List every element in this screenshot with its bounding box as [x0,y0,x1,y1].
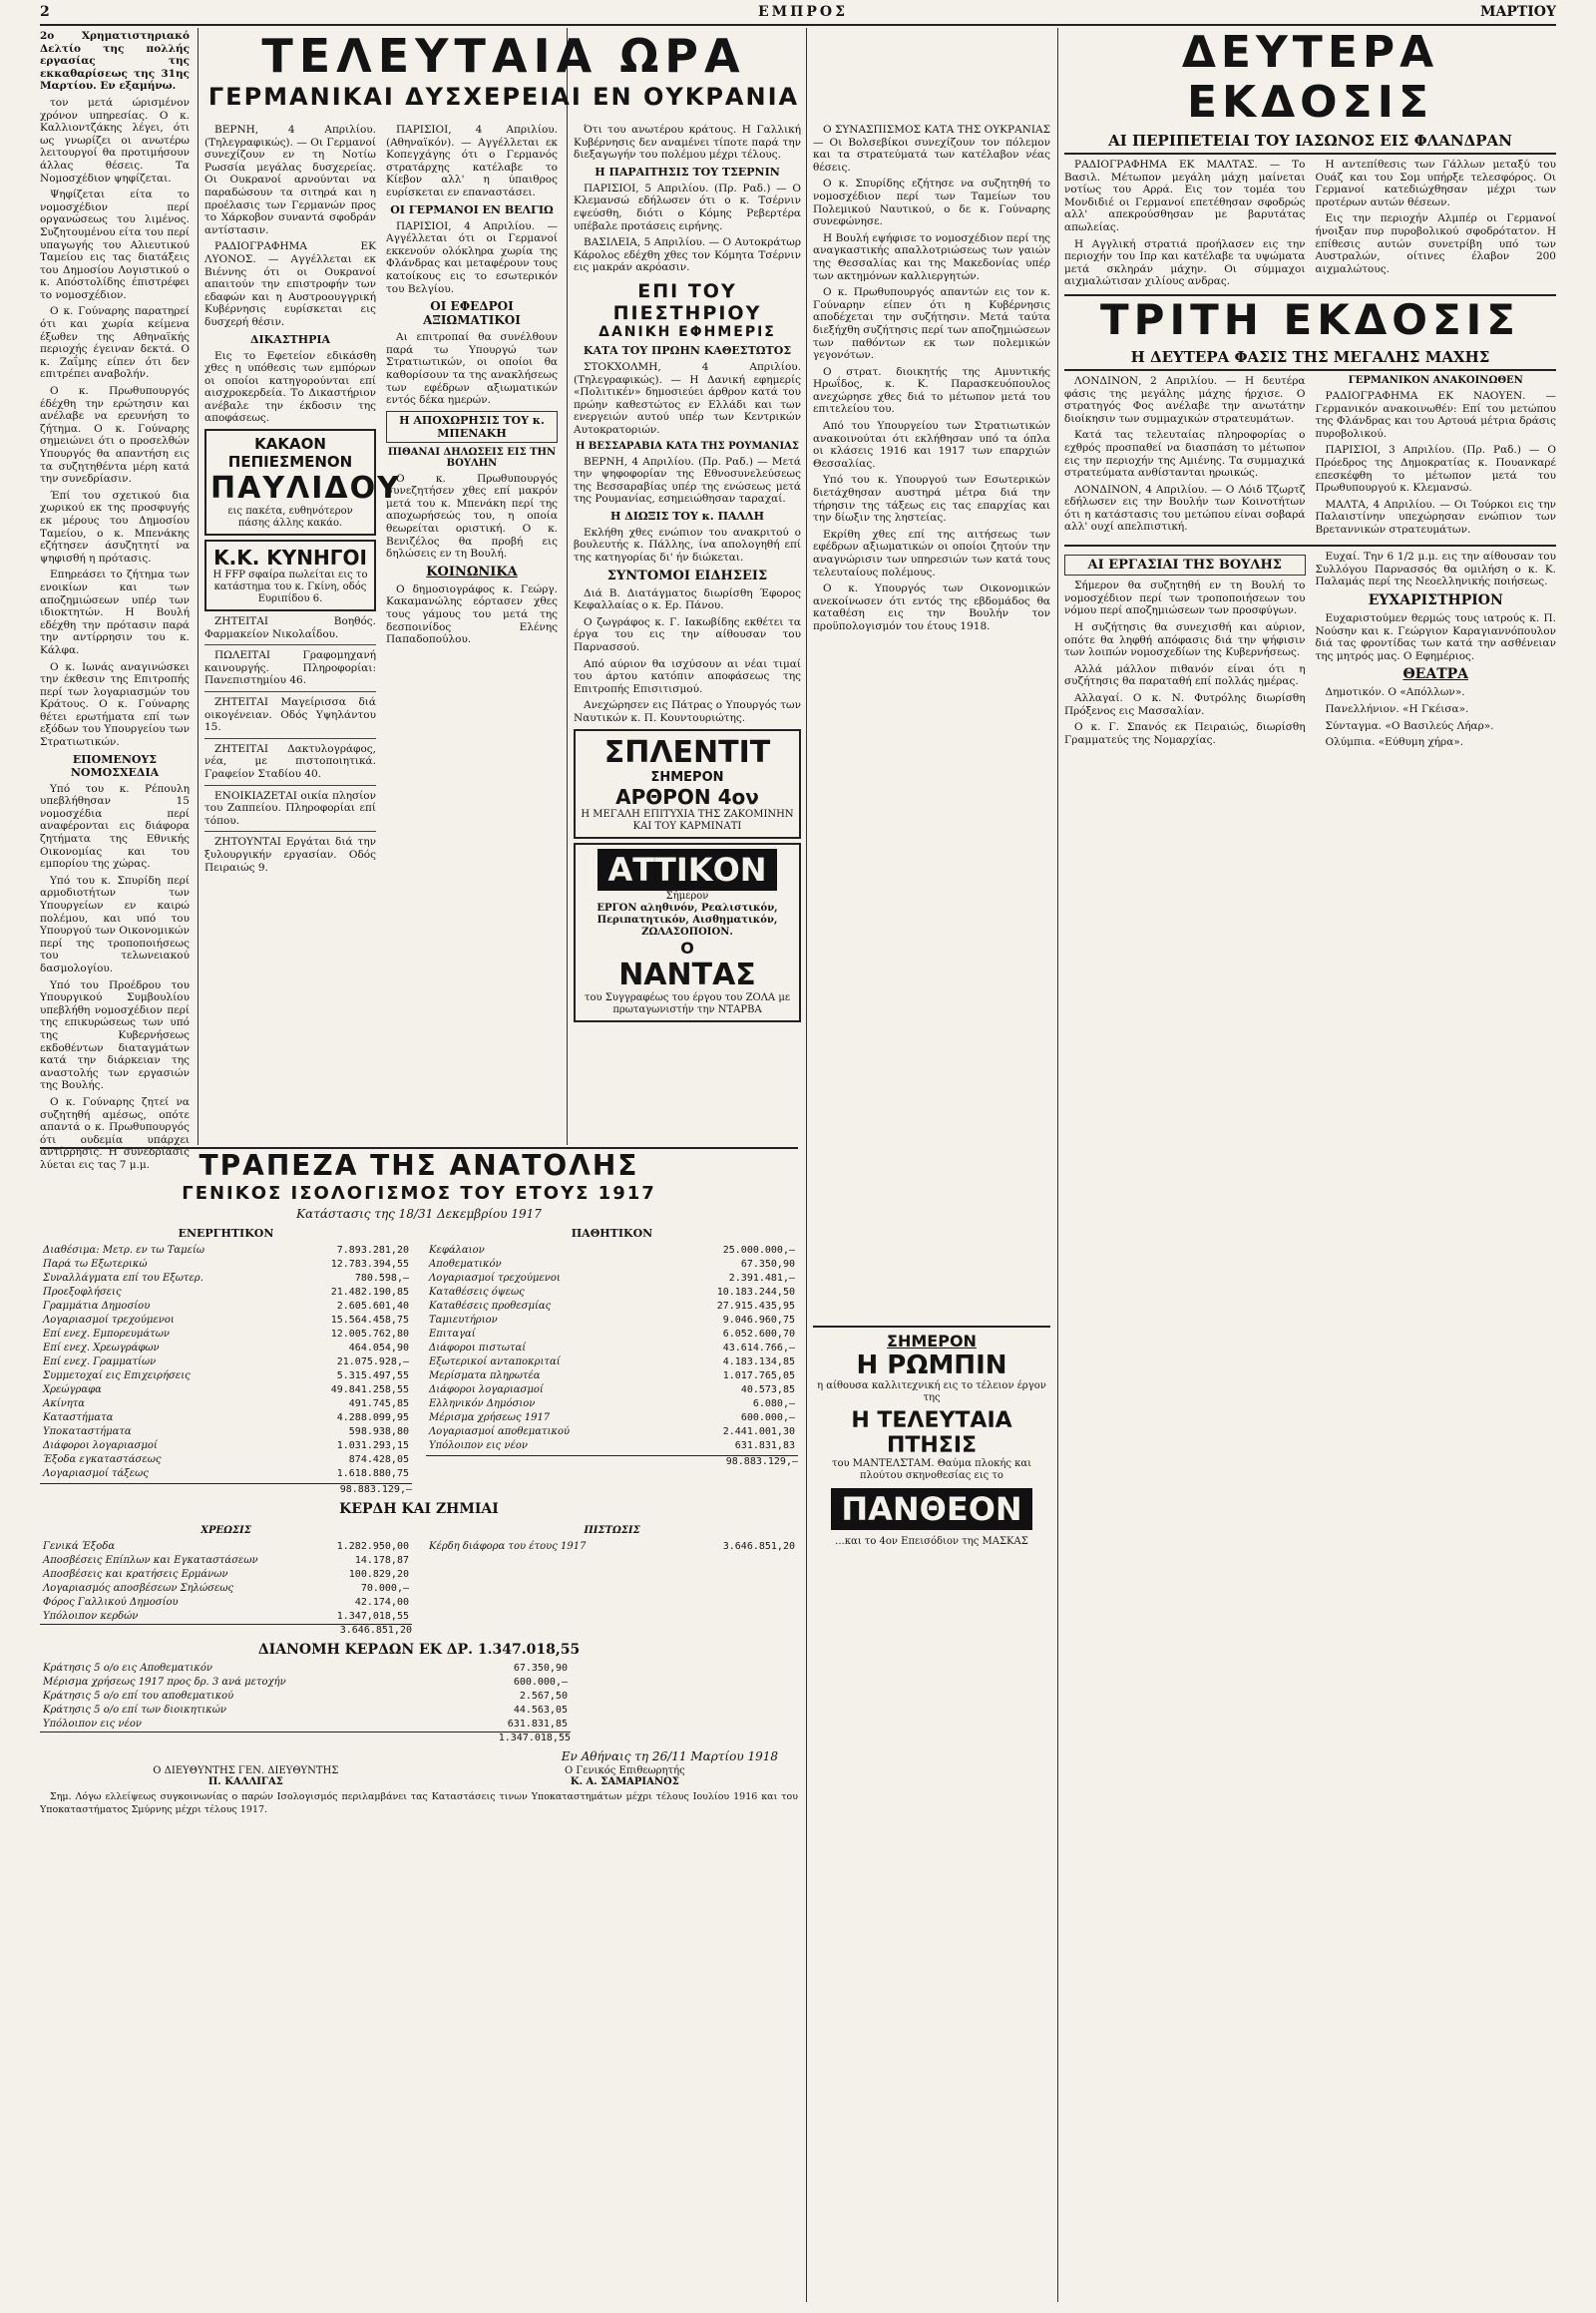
article-paragraph: Υπό του Προέδρου του Υπουργικού Συμβουλίου υπεβλήθη νομοσχέδιον περί της επικυρώσεως των υπό της Κυβερνήσεως εκδοθέντων διαταγμάτων κατά την διάρκειαν της αναστολής των εργασιών της Βουλής. [40,978,190,1092]
distribution-label: Μέρισμα χρήσεως 1917 προς δρ. 3 ανά μετοχήν [43,1677,286,1688]
section-heading: ΟΙ ΕΦΕΔΡΟΙ ΑΞΙΩΜΑΤΙΚΟΙ [423,299,521,328]
table-row [426,1272,798,1286]
ad-subline: Σήμερον [665,890,709,902]
splendid-cinema-ad [574,729,801,839]
asset-value: 49.841.258,55 [330,1384,409,1395]
last-hour-banner [204,30,803,120]
small-news-item: Αλλαγαί. Ο κ. Ν. Φυτρόλης διωρίσθη Πρόξενος εις Μασσαλίαν. [1064,692,1306,717]
asset-value: 4.288.099,95 [336,1412,409,1423]
ad-text: του ΜΑΝΤΕΛΣΤΑΜ. Θαύμα πλοκής και πλούτου σκηνοθεσίας εις το [831,1457,1032,1481]
ad-headline: ΚΑΚΑΟΝ ΠΕΠΙΕΣΜΕΝΟΝ [227,435,353,472]
liability-value: 67.350,90 [740,1259,795,1270]
credit-label: Κέρδη διάφορα του έτους 1917 [429,1541,587,1552]
short-news-item: Ο ζωγράφος κ. Γ. Ιακωβίδης εκθέτει τα έργα του εις την αίθουσαν του Παρνασσού. [574,615,801,654]
ad-text: Η ΜΕΓΑΛΗ ΕΠΙΤΥΧΙΑ ΤΗΣ ΖΑΚΟΜΙΝΗΝ ΚΑΙ ΤΟΥ ΚΑΡΜΙΝΑΤΙ [581,808,794,832]
distribution-value: 600.000,— [513,1677,568,1688]
attikon-cinema-ad [574,843,801,1022]
debit-value: 1.347,018,55 [336,1611,409,1622]
table-row [40,1258,412,1272]
debit-heading: ΧΡΕΩΣΙΣ [200,1525,251,1536]
liability-label: Ταμιευτήριον [429,1315,498,1326]
asset-value: 2.605.601,40 [336,1301,409,1312]
article-paragraph: Έπί του σχετικού δια χωρικού εκ της προσφυγής εκ μέρους του Δημοσίου Ταμείου, ο κ. Μπενάκης εζήτησεν άσυζητητί να ψηφισθή η πρότασις. [40,489,190,565]
asset-value: 1.031.293,15 [336,1440,409,1451]
article-paragraph: Ο κ. Πρωθυπουργός έδέχθη την ερώτησιν και ανέλαβε να ερευνήση το ζήτημα. Ο κ. Γούναρης σημειώνει ότι ο προσελθών Υπουργός θα απαντήση εις τα συζητηθέντα μέρη κατά την συνεδρίασιν. [40,385,190,486]
article-paragraph: ΡΑΔΙΟΓΡΑΦΗΜΑ ΕΚ ΝΑΟΥΕΝ. — Γερμανικόν ανακοινωθέν: Επί του μετώπου της Φλάνδρας και του Αρτουά μέτρια δράσις πυροβολικού. [1315,389,1556,440]
liability-label: Αποθεματικόν [429,1259,502,1270]
asset-label: Γραμμάτια Δημοσίου [43,1301,151,1312]
section-subheading: ΚΑΤΑ ΤΟΥ ΠΡΩΗΝ ΚΑΘΕΣΤΩΤΟΣ [583,343,792,357]
assets-table [40,1244,412,1481]
article-paragraph: Κατά τας τελευταίας πληροφορίας ο εχθρός προσπαθεί να διασπάση το μέτωπον εις την περιοχήν της Αμιένης. Τα συμμαχικά στρατεύματα ανθίστανται ηρωικώς. [1064,429,1306,480]
classified-ad: ΖΗΤΟΥΝΤΑΙ Εργάται διά την ξυλουργικήν εργασίαν. Οδός Πειραιώς 9. [204,836,376,874]
balance-footnote: Σημ. Λόγω ελλείψεως συγκοινωνίας ο παρών Ισολογισμός περιλαμβάνει τας Καταστάσεις τινων Υποκαταστημάτων μέχρι τέλους Ιουλίου 1916 και του Υποκαταστήματος Σμύρνης μέχρι τέλους 1917. [40,1791,798,1815]
theatre-listing: Σύνταγμα. «Ο Βασιλεύς Λήαρ». [1325,719,1494,732]
distribution-label: Κράτησις 5 ο/ο επί των διοικητικών [43,1705,226,1716]
debit-value: 70.000,— [360,1583,409,1594]
asset-label: Διάφοροι λογαριασμοί [43,1440,158,1451]
section-heading: ΕΥΧΑΡΙΣΤΗΡΙΟΝ [1368,592,1503,609]
ad-text: ΕΡΓΟΝ αληθινόν, Ρεαλιστικόν, Περιπατητικόν, Αισθηματικόν, ΖΩΛΑΣΟΠΟΙΟΝ. [597,902,778,938]
bank-balance-sheet [40,1147,798,2304]
table-row [40,1596,412,1610]
article-paragraph: ΛΟΝΔΙΝΟΝ, 4 Απριλίου. — Ο Λόιδ Τζωρτζ εδήλωσεν εις την Βουλήν των Κοινοτήτων ότι η κατάστασις του μετώπου είναι σοβαρά αλλ' ουχί απελπιστική. [1064,483,1306,534]
third-edition-banner: ΤΡΙΤΗ ΕΚΔΟΣΙΣ [1064,294,1556,344]
debit-label: Αποσβέσεις και κρατήσεις Ερμάνων [43,1569,228,1580]
article-paragraph: Αι επιτροπαί θα συνέλθουν παρά τω Υπουργώ των Στρατιωτικών, οι οποίοι θα καθορίσουν τα της ανακλήσεως των εφέδρων αξιωματικών εντός δέκα ημερών. [386,331,558,407]
ad-text: η αίθουσα καλλιτεχνική εις το τέλειον έργον της [817,1379,1046,1403]
section-heading: ΓΕΡΜΑΝΙΚΟΝ ΑΝΑΚΟΙΝΩΘΕΝ [1348,374,1523,386]
table-row [40,1425,412,1439]
liability-label: Επιταγαί [429,1329,476,1340]
article-paragraph: Υπό του κ. Ρέπουλη υπεβλήθησαν 15 νομοσχέδια περί αναφέρονται εις διάφορα ζητήματα της Εθνικής Οικονομίας και του εμπορίου της χώρας. [40,782,190,871]
asset-label: Επί ενεχ. Γραμματίων [43,1356,157,1367]
column-heading: 2ο Χρηματιστηριακό Δελτίο της πολλής εργασίας της εκκαθαρίσεως της 31ης Μαρτίου. Εν εξαμήνω. [40,30,190,93]
short-news-item: Διά Β. Διατάγματος διωρίσθη Έφορος Κεφαλλαίας ο κ. Ερ. Πάνου. [574,586,801,612]
liability-value: 40.573,85 [740,1384,795,1395]
table-row [40,1314,412,1328]
liability-value: 4.183.134,85 [722,1356,795,1367]
section-heading: Η ΒΕΣΣΑΡΑΒΙΑ ΚΑΤΑ ΤΗΣ ΡΟΥΜΑΝΙΑΣ [576,440,799,452]
asset-value: 464.054,90 [348,1343,409,1353]
ad-brand: ΣΠΛΕΝΤΙΤ [603,734,771,770]
article-paragraph: Εις την περιοχήν Αλμπέρ οι Γερμανοί ήνοιξαν πυρ πυροβολικού σφοδρότατον. Η επίθεσις αυτών συνετρίβη υπό των Αυστραλών, οίτινες έλαβον 200 αιχμαλώτους. [1315,212,1556,275]
table-row [426,1300,798,1314]
ad-brand: ΑΤΤΙΚΟΝ [598,849,776,891]
liability-value: 43.614.766,— [722,1343,795,1353]
distribution-label: Κράτησις 5 ο/ο εις Αποθεματικόν [43,1663,212,1674]
liability-value: 10.183.244,50 [716,1287,795,1298]
ad-text: Η FFP σφαίρα πωλείται εις το κατάστημα του κ. Γκίνη, οδός Ευριπίδου 6. [212,570,368,605]
asset-label: Συμμετοχαί εις Επιχειρήσεις [43,1370,191,1381]
asset-label: Επί ενεχ. Χρεωγράφων [43,1343,160,1353]
liability-label: Λογαριασμοί αποθεματικού [429,1426,571,1437]
third-edition-subtitle: Η ΔΕΥΤΕΡΑ ΦΑΣΙΣ ΤΗΣ ΜΕΓΑΛΗΣ ΜΑΧΗΣ [1064,348,1556,371]
ad-headline: Κ.Κ. ΚΥΝΗΓΟΙ [213,546,367,571]
distribution-value: 67.350,90 [513,1663,568,1674]
table-row [426,1328,798,1342]
asset-label: Χρεώγραφα [43,1384,102,1395]
article-paragraph: Αλλά μάλλον πιθανόν είναι ότι η συζήτησις θα παραταθή επί πολλάς ημέρας. [1064,662,1306,688]
table-row [40,1383,412,1397]
liability-label: Διάφοροι πιστωταί [429,1343,527,1353]
theatre-listing: Πανελλήνιον. «Η Γκέισα». [1325,703,1469,716]
ad-headline: Η ΤΕΛΕΥΤΑΙΑ ΠΤΗΣΙΣ [851,1407,1012,1458]
hunters-ad [204,540,376,611]
table-row [40,1690,571,1704]
distribution-value: 631.831,85 [507,1719,568,1730]
article-paragraph: Ο κ. Πρωθυπουργός συνεζητήσεν χθες επί μακρόν μετά του κ. Μπενάκη περί της αποχωρήσεώς του, η οποία θεωρείται οριστική. Ο κ. Βενιζέλος θα προβή εις δηλώσεις εν τη Βουλή. [386,472,558,561]
liability-value: 25.000.000,— [722,1245,795,1256]
table-row [426,1258,798,1272]
article-paragraph: Σήμερον θα συζητηθή εν τη Βουλή το νομοσχέδιον περί των τροποποιήσεων του νόμου περί αποζημιώσεων των προσφύγων. [1064,579,1306,617]
liability-label: Λογαριασμοί τρεχούμενοι [429,1273,561,1284]
column-rule [198,28,199,1145]
article-paragraph: ΛΟΝΔΙΝΟΝ, 2 Απριλίου. — Η δευτέρα φάσις της μεγάλης μάχης ήρχισε. Ο στρατηγός Φος ανέλαβε την ανωτάτην διοίκησιν των συμμαχικών στρατευμάτων. [1064,374,1306,425]
balance-title: ΤΡΑΠΕΖΑ ΤΗΣ ΑΝΑΤΟΛΗΣ [199,1149,639,1182]
table-row [426,1286,798,1300]
ad-headline: ΝΑΝΤΑΣ [618,957,756,992]
classified-ad: ΕΝΟΙΚΙΑΖΕΤΑΙ οικία πλησίον του Ζαππείου. Πληροφορίαι επί τόπου. [204,789,376,827]
liability-label: Καταθέσεις προθεσμίας [429,1301,552,1312]
column-rule [806,28,807,2302]
table-row [426,1342,798,1355]
liability-value: 9.046.960,75 [722,1315,795,1326]
article-paragraph: Επηρεάσει το ζήτημα των ενοικίων και των αποζημιώσεων υπέρ των ιδιοκτητών. Η Βουλή εδέχθη την πρότασιν παρά την αντίρρησιν του κ. Κάλφα. [40,569,190,656]
asset-label: Λογαριασμοί τάξεως [43,1468,149,1479]
article-paragraph: Εις το Εφετείον εδικάσθη χθες η υπόθεσις των εμπόρων οι οποίοι κατηγορούνται επί αισχροκερδεία. Το Δικαστήριον ανέβαλε την έκδοσιν της αποφάσεως. [204,349,376,425]
liabilities-table [426,1244,798,1453]
section-heading: ΟΙ ΓΕΡΜΑΝΟΙ ΕΝ ΒΕΛΓΙΩ [390,202,554,216]
asset-label: Ακίνητα [43,1398,86,1409]
classified-ad: ΖΗΤΕΙΤΑΙ Βοηθός. Φαρμακείον Νικολαΐδου. [204,615,376,640]
article-paragraph: ΣΤΟΚΧΟΛΜΗ, 4 Απριλίου. (Τηλεγραφικώς). — Η Δανική εφημερίς «Πολιτικέν» δημοσιεύει άρθρον κατά του πρώην καθεστώτος εν Ελλάδι και των ενεργειών αυτού υπέρ των Κεντρικών Αυτοκρατοριών. [574,360,801,436]
article-paragraph: ΡΑΔΙΟΓΡΑΦΗΜΑ ΕΚ ΜΑΛΤΑΣ. — Το Βασιλ. Μέτωπον μεγάλη μάχη μαίνεται νοτίως του Αρρά. Εις τον τομέα του Μονδιδιέ οι Γερμανοί επετέθησαν σφοδρώς αλλ' απεκρούσθησαν με βαρυτάτας απωλείας. [1064,159,1306,233]
distribution-table [40,1662,571,1732]
section-heading: ΑΙ ΕΡΓΑΣΙΑΙ ΤΗΣ ΒΟΥΛΗΣ [1064,555,1306,576]
table-row [426,1397,798,1411]
table-row [40,1582,412,1596]
article-paragraph: Ο δημοσιογράφος κ. Γεώργ. Κακαμανώλης εόρτασεν χθες τους γάμους του μετά της δεσποινίδος Ελένης Παπαδοπούλου. [386,582,558,646]
small-news-item: Ευχαί. Την 6 1/2 μ.μ. εις την αίθουσαν του Συλλόγου Παρνασσός θα ομιλήση ο κ. Κ. Παλαμάς περί της Νεοελληνικής ποιήσεως. [1315,551,1556,588]
table-row [40,1540,412,1554]
masthead [40,4,1556,26]
debit-label: Γενικά Έξοδα [43,1541,116,1552]
short-news-item: Από αύριον θα ισχύσουν αι νέαι τιμαί του άρτου κατόπιν αποφάσεως της Επιτροπής Επισιτισμού. [574,657,801,695]
liability-value: 6.080,— [752,1398,795,1409]
debit-label: Υπόλοιπον κερδών [43,1611,139,1622]
liability-value: 27.915.435,95 [716,1301,795,1312]
table-row [40,1286,412,1300]
asset-value: 874.428,05 [348,1454,409,1465]
liability-value: 2.441.001,30 [722,1426,795,1437]
cinema-ads [813,1326,1050,1548]
table-row [426,1369,798,1383]
asset-value: 21.482.190,85 [330,1287,409,1298]
ad-text: ...και το 4ον Επεισόδιον της ΜΑΣΚΑΣ [835,1535,1028,1547]
article-paragraph: Ο κ. Πρωθυπουργός απαντών εις τον κ. Γούναρην είπεν ότι η Κυβέρνησις αποδέχεται την συζήτησιν. Μετά ταύτα διεξήχθη συζήτησις περί των αποζημιώσεων των παθόντων εκ των πολεμικών γεγονότων. [813,286,1050,362]
credit-heading: ΠΙΣΤΩΣΙΣ [584,1525,640,1536]
liability-value: 1.017.765,05 [722,1370,795,1381]
banner-subtitle: ΓΕΡΜΑΝΙΚΑΙ ΔΥΣΧΕΡΕΙΑΙ ΕΝ ΟΥΚΡΑΝΙΑ [207,83,800,111]
table-row [40,1718,571,1732]
ad-text: του Συγγραφέως του έργου του ΖΟΛΑ με πρωταγωνιστήν την ΝΤΑΡΒΑ [584,991,791,1015]
ad-text: εις πακέτα, ευθηνότερον πάσης άλλης κακάο. [227,506,353,530]
liability-label: Εξωτερικοί ανταποκριταί [429,1356,561,1367]
article-paragraph: ΠΑΡΙΣΙΟΙ, 4 Απριλίου. — Αγγέλλεται ότι οι Γερμανοί εκκενούν ολόκληρα χωρία της Φλάνδρας και μεταφέρουν τους κατοίκους εις το εσωτερικόν του Βελγίου. [386,219,558,295]
section-heading: ΕΠΟΜΕΝΟΥΣ ΝΟΜΟΣΧΕΔΙΑ [70,752,160,779]
assets-total: 98.883.129,— [40,1483,412,1495]
ad-headline: ΑΡΘΡΟΝ 4ον [615,784,759,809]
article-paragraph: Υπό του κ. Σπυρίδη περί αρμοδιοτήτων των Υπουργείων εν καιρώ πολέμου, και υπό του Υπουργού των Οικονομικών περί της τροποποιήσεως του τελωνειακού δασμολογίου. [40,874,190,974]
banner-title: ΤΕΛΕΥΤΑΙΑ ΩΡΑ [261,29,746,83]
theatre-listing: Δημοτικόν. Ο «Απόλλων». [1325,686,1465,699]
article-paragraph: Ο στρατ. διοικητής της Αμυντικής Ηρωΐδος, κ. Κ. Παρασκευόπουλος ανεχώρησε χθες διά το μέτωπον μετά του επιτελείου του. [813,365,1050,416]
liability-value: 631.831,83 [734,1440,795,1451]
article-paragraph: Η Βουλή εψήφισε το νομοσχέδιον περί της αναγκαστικής απαλλοτριώσεως των γαιών της Θεσσαλίας και της Μακεδονίας υπέρ των ακτημόνων καλλιεργητών. [813,231,1050,282]
balance-date: Κατάστασις της 18/31 Δεκεμβρίου 1917 [296,1207,542,1221]
liability-label: Κεφάλαιον [429,1245,485,1256]
section-heading: Η ΔΙΩΞΙΣ ΤΟΥ κ. ΠΑΛΛΗ [610,509,764,523]
liability-value: 6.052.600,70 [722,1329,795,1340]
table-row [40,1439,412,1453]
table-row [40,1676,571,1690]
asset-value: 5.315.497,55 [336,1370,409,1381]
asset-value: 598.938,80 [348,1426,409,1437]
distribution-label: Κράτησις 5 ο/ο επί του αποθεματικού [43,1691,234,1702]
distribution-label: Υπόλοιπον εις νέον [43,1719,142,1730]
article-paragraph: τον μετά ώρισμένον χρόνον υπηρεσίας. Ο κ. Καλλιοντζάκης λέγει, ότι ως γνωρίζει οι ανωτέρω λειτουργοί θα προτιμήσουν άλλας θέσεις. Τα Νομοσχέδιον ψηφίζεται. [40,96,190,185]
table-row [40,1554,412,1568]
debit-value: 42.174,00 [354,1597,409,1608]
article-paragraph: Ο κ. Γούναρης παρατηρεί ότι και χωρία κείμενα έξωθεν της Αθηναϊκής περιοχής έγειναν δεκτά. Ο κ. Ζαΐμης είπεν ότι δεν επιτρέπει αναβολήν. [40,305,190,381]
article-paragraph: ΠΑΡΙΣΙΟΙ, 4 Απριλίου. (Αθηναϊκόν). — Αγγέλλεται εκ Κοπεγχάγης ότι ο Γερμανός στρατάρχης κατέλαβε το Κίεβον αλλ' η ύπαιθρος ευρίσκεται εν επαναστάσει. [386,124,558,198]
table-row [426,1355,798,1369]
theatre-listing: Ολύμπια. «Εύθυμη χήρα». [1325,736,1464,749]
table-row [40,1704,571,1718]
place-date: Εν Αθήναις τη 26/11 Μαρτίου 1918 [561,1749,778,1763]
ad-headline: Η ΡΩΜΠΙΝ [856,1349,1007,1380]
ad-article: Ο [680,938,694,958]
debit-label: Αποσβέσεις Επίπλων και Εγκαταστάσεων [43,1555,258,1566]
table-row [40,1411,412,1425]
asset-label: Επί ενεχ. Εμπορευμάτων [43,1329,170,1340]
profit-loss-table [40,1540,412,1624]
second-edition-subtitle: ΑΙ ΠΕΡΙΠΕΤΕΙΑΙ ΤΟΥ ΙΑΣΩΝΟΣ ΕΙΣ ΦΛΑΝΔΡΑΝ [1064,132,1556,155]
asset-label: Συναλλάγματα επί του Εξωτερ. [43,1273,203,1284]
small-news-item: Ο κ. Γ. Σπανός εκ Πειραιώς, διωρίσθη Γραμματεύς της Νομαρχίας. [1064,721,1306,746]
section-heading: Η ΠΑΡΑΙΤΗΣΙΣ ΤΟΥ ΤΣΕΡΝΙΝ [595,165,780,179]
liability-label: Μέρισμα χρήσεως 1917 [429,1412,551,1423]
asset-value: 780.598,— [354,1273,409,1284]
distribution-heading: ΔΙΑΝΟΜΗ ΚΕΡΔΩΝ ΕΚ ΔΡ. 1.347.018,55 [257,1642,581,1658]
article-paragraph: Ψηφίζεται είτα το νομοσχέδιον περί οργανώσεως του λιμένος. Συζητουμένου είτα του περί υπαγωγής του Αλιευτικού Ταμείου εις τας διατάξεις του Δημοσίου Λογιστικού ο κ. Απόστολίδης έπιστρέφει το νομοσχέδιον. [40,189,190,301]
table-row [426,1314,798,1328]
asset-value: 491.745,85 [348,1398,409,1409]
distribution-value: 44.563,05 [513,1705,568,1716]
asset-value: 7.893.281,20 [336,1245,409,1256]
liability-label: Ελληνικόν Δημόσιον [429,1398,536,1409]
liability-value: 600.000,— [740,1412,795,1423]
section-heading: ΔΙΚΑΣΤΗΡΙΑ [249,332,331,346]
asset-label: Προεξοφλήσεις [43,1287,122,1298]
liabilities-heading: ΠΑΘΗΤΙΚΟΝ [571,1227,653,1240]
debit-label: Λογαριασμός αποσβέσεων Σηλώσεως [43,1583,234,1594]
section-heading: ΚΟΙΝΩΝΙΚΑ [426,564,518,579]
column-editions [1064,28,1556,2292]
liability-label: Υπόλοιπον εις νέον [429,1440,528,1451]
section-heading: Η ΑΠΟΧΩΡΗΣΙΣ ΤΟΥ κ. ΜΠΕΝΑΚΗ [386,411,558,443]
table-row [40,1342,412,1355]
asset-label: Παρά τω Εξωτερικώ [43,1259,148,1270]
table-row [40,1662,571,1676]
table-row [40,1397,412,1411]
signature-title: Ο ΔΙΕΥΘΥΝΤΗΣ ΓΕΝ. ΔΙΕΥΘΥΝΤΗΣ [153,1765,339,1776]
column-news-left [204,124,559,1131]
page-number: 2 [40,4,50,20]
profit-loss-heading: ΚΕΡΔΗ ΚΑΙ ΖΗΜΙΑΙ [339,1501,499,1517]
asset-label: Έξοδα εγκαταστάσεως [43,1454,162,1465]
article-paragraph: Ο κ. Σπυρίδης εζήτησε να συζητηθή το νομοσχέδιον περί των Ταμείων του Πολεμικού Ναυτικού, ο δε κ. Γούναρης συνεφώνησε. [813,178,1050,228]
debit-value: 14.178,87 [354,1555,409,1566]
asset-value: 12.005.762,80 [330,1329,409,1340]
cocoa-ad [204,429,401,536]
table-row [40,1328,412,1342]
masthead-date: ΜΑΡΤΙΟΥ [1479,4,1556,20]
signature-name: Π. ΚΑΛΛΙΓΑΣ [207,1776,283,1787]
asset-label: Καταστήματα [43,1412,114,1423]
article-paragraph: ΠΑΡΙΣΙΟΙ, 3 Απριλίου. (Πρ. Ραδ.) — Ο Πρόεδρος της Δημοκρατίας κ. Πουανκαρέ επεσκέφθη το μέτωπον μετά του Πρωθυπουργού κ. Κλεμανσώ. [1315,444,1556,495]
second-edition-banner: ΔΕΥΤΕΡΑ ΕΚΔΟΣΙΣ [1181,27,1439,128]
table-row [40,1369,412,1383]
article-paragraph: Εκρίθη χθες επί της αιτήσεως των εφέδρων αξιωματικών οι οποίοι ζητούν την αναγνώρισιν των υπηρεσιών των κατά τους τελευταίους πολέμους. [813,528,1050,578]
article-paragraph: Η Αγγλική στρατιά προήλασεν εις την περιοχήν του Ιπρ και κατέλαβε τα υψώματα μετά σκληράν μάχην. Οι σύμμαχοι αιχμαλώτισαν χιλίους ανδρας. [1064,237,1306,288]
article-paragraph: Ο ΣΥΝΑΣΠΙΣΜΟΣ ΚΑΤΑ ΤΗΣ ΟΥΚΡΑΝΙΑΣ — Οι Βολσεβίκοι συνεχίζουν τον πόλεμον και τα στρατεύματά των κατέλαβον νέας θέσεις. [813,124,1050,174]
asset-value: 15.564.458,75 [330,1315,409,1326]
classified-ad: ΖΗΤΕΙΤΑΙ Δακτυλογράφος, νέα, με πιστοποιητικά. Γραφείον Σταδίου 40. [204,742,376,780]
table-row [426,1425,798,1439]
article-paragraph: ΠΑΡΙΣΙΟΙ, 5 Απριλίου. (Πρ. Ραδ.) — Ο Κλεμανσώ εδήλωσεν ότι ο κ. Τσέρνιν εψεύσθη, διότι ο Κόμης Ρεβερτέρα υπέβαλε προτάσεις ειρήνης. [574,182,801,232]
liabilities-total: 98.883.129,— [426,1455,798,1467]
table-row [426,1244,798,1258]
table-row [40,1568,412,1582]
article-paragraph: Ότι του ανωτέρου κράτους. Η Γαλλική Κυβέρνησις δεν αναμένει τίποτε παρά την διεξαγωγήν του πολέμου μέχρι τέλους. [574,124,801,162]
distribution-value: 2.567,50 [519,1691,568,1702]
table-row [40,1610,412,1624]
column-news-right [574,124,801,1131]
section-heading: ΕΠΙ ΤΟΥ ΠΙΕΣΤΗΡΙΟΥ [612,279,762,324]
asset-label: Λογαριασμοί τρεχούμενοι [43,1315,175,1326]
table-row [426,1439,798,1453]
liability-label: Μερίσματα πληρωτέα [429,1370,541,1381]
signature-name: Κ. Α. ΣΑΜΑΡΙΑΝΟΣ [570,1776,679,1787]
ad-brand: ΠΑΝΘΕΟΝ [831,1488,1031,1530]
article-paragraph: ΜΑΛΤΑ, 4 Απριλίου. — Οι Τούρκοι εις την Παλαιστίνην υπεχώρησαν ενώπιον των Βρεταννικών στρατευμάτων. [1315,498,1556,536]
ad-subline: ΣΗΜΕΡΟΝ [650,769,724,785]
article-paragraph: Ευχαριστούμεν θερμώς τους ιατρούς κ. Π. Νούσην και κ. Γεώργιον Καραγιαννόπουλον διά τας φροντίδας των κατά την ασθένειαν της μητρός μας. Ο Εφημέριος. [1315,612,1556,662]
article-paragraph: ΒΕΡΝΗ, 4 Απριλίου. (Πρ. Ραδ.) — Μετά την ψηφοφορίαν της Εθνοσυνελεύσεως της Βεσσαραβίας υπέρ της ενώσεως μετά της Ρουμανίας, εσημειώθησαν ταραχαί. [574,455,801,506]
liability-label: Διάφοροι λογαριασμοί [429,1384,544,1395]
debit-value: 100.829,20 [348,1569,409,1580]
classified-ad: ΠΩΛΕΙΤΑΙ Γραφομηχανή καινουργής. Πληροφορίαι: Πανεπιστημίου 46. [204,649,376,687]
ad-brand: ΠΑΥΛΙΔΟΥ [210,471,401,507]
debit-value: 1.282.950,00 [336,1541,409,1552]
balance-subtitle: ΓΕΝΙΚΟΣ ΙΣΟΛΟΓΙΣΜΟΣ ΤΟΥ ΕΤΟΥΣ 1917 [182,1183,656,1204]
asset-value: 1.618.880,75 [336,1468,409,1479]
column-parliament [40,30,190,1171]
debit-label: Φόρος Γαλλικού Δημοσίου [43,1597,179,1608]
liability-value: 2.391.481,— [728,1273,795,1284]
table-row [426,1383,798,1397]
newspaper-name: ΕΜΠΡΟΣ [758,4,849,20]
short-news-item: Ανεχώρησεν εις Πάτρας ο Υπουργός των Ναυτικών κ. Π. Κουντουριώτης. [574,699,801,724]
table-row [426,1411,798,1425]
table-row [40,1467,412,1481]
section-heading: ΣΗΜΕΡΟΝ [887,1331,977,1350]
table-row [40,1300,412,1314]
asset-label: Υποκαταστήματα [43,1426,132,1437]
liability-label: Καταθέσεις όψεως [429,1287,525,1298]
profit-loss-total: 3.646.851,20 [40,1624,412,1636]
column-rule [567,28,568,1145]
column-rule [1057,28,1058,2302]
asset-label: Διαθέσιμα: Μετρ. εν τω Ταμείω [43,1245,205,1256]
article-paragraph: Ο κ. Υπουργός των Οικονομικών ανεκοίνωσεν ότι εντός της εβδομάδος θα καταθέση εις την Βουλήν τον προϋπολογισμόν του έτους 1918. [813,582,1050,632]
signature-title: Ο Γενικός Επιθεωρητής [564,1765,685,1776]
table-row [40,1244,412,1258]
article-paragraph: Η αντεπίθεσις των Γάλλων μεταξύ του Ουάζ και του Σομ υπήρξε τελεσφόρος. Οι Γερμανοί κατεδιώχθησαν μέχρι των προτέρων αυτών θέσεων. [1315,159,1556,208]
article-paragraph: ΡΑΔΙΟΓΡΑΦΗΜΑ ΕΚ ΛΥΟΝΟΣ. — Αγγέλλεται εκ Βιέννης ότι οι Ουκρανοί απαιτούν την επιστροφήν των εδαφών και η Αυστροουγγρική Κυβέρνησις ευρίσκεται εις δυσχερή θέσιν. [204,240,376,328]
article-paragraph: Υπό του κ. Υπουργού των Εσωτερικών διετάχθησαν αυστηρά μέτρα διά την τήρησιν της τάξεως εις τας επαρχίας και την δίωξιν της ληστείας. [813,474,1050,525]
table-row [40,1272,412,1286]
article-paragraph: Από του Υπουργείου των Στρατιωτικών ανακοινούται ότι εκλήθησαν υπό τα όπλα οι κλάσεις 1916 και 1917 των επαρχιών Θεσσαλίας. [813,420,1050,470]
article-paragraph: ΒΑΣΙΛΕΙΑ, 5 Απριλίου. — Ο Αυτοκράτωρ Κάρολος εδέχθη χθες τον Κόμητα Τσέρνιν εις μακράν ακρόασιν. [574,236,801,274]
article-paragraph: Ο κ. Γούναρης ζητεί να συζητηθή αμέσως, οπότε απαντά ο κ. Πρωθυπουργός ότι ουδεμία υπάρχει αντίρρησις. Η συνεδρίασις λύεται εις τας 7 μ.μ. [40,1095,190,1171]
section-subheading: ΠΙΘΑΝΑΙ ΔΗΛΩΣΕΙΣ ΕΙΣ ΤΗΝ ΒΟΥΛΗΝ [387,446,557,469]
assets-heading: ΕΝΕΡΓΗΤΙΚΟΝ [178,1227,274,1240]
article-paragraph: ΒΕΡΝΗ, 4 Απριλίου. (Τηλεγραφικώς). — Οι Γερμανοί συνεχίζουν εν τη Νοτίω Ρωσσία μεγάλας δυσχερείας. Οι Ουκρανοί αρνούνται να παραδώσουν τα σιτηρά και η προέλασις των Γερμανών προς το Χάρκοβον συναντά σφοδράν αντίστασιν. [204,124,376,236]
table-row [426,1540,798,1554]
distribution-total: 1.347.018,55 [40,1732,571,1743]
article-paragraph: Η συζήτησις θα συνεχισθή και αύριον, οπότε θα ληφθή απόφασις διά την ψήφισιν των λοιπών νομοσχεδίων της Κυβερνήσεως. [1064,621,1306,659]
section-subheading: ΔΑΝΙΚΗ ΕΦΗΜΕΡΙΣ [598,323,776,340]
table-row [40,1355,412,1369]
credit-value: 3.646.851,20 [722,1541,795,1552]
section-heading: ΣΥΝΤΟΜΟΙ ΕΙΔΗΣΕΙΣ [606,568,768,583]
classified-ad: ΖΗΤΕΙΤΑΙ Μαγείρισσα διά οικογένειαν. Οδός Υψηλάντου 15. [204,696,376,734]
asset-value: 21.075.928,— [336,1356,409,1367]
column-news-4 [813,124,1050,2298]
table-row [40,1453,412,1467]
section-heading: ΘΕΑΤΡΑ [1402,666,1469,683]
article-paragraph: Ο κ. Ιωνάς αναγινώσκει την έκθεσιν της Επιτροπής περί των λογαριασμών του Κράτους. Ο κ. Γούναρης θέτει ερωτήματα επί των εξόδων του Υπουργείου των Στρατιωτικών. [40,660,190,749]
article-paragraph: Εκλήθη χθες ενώπιον του ανακριτού ο βουλευτής κ. Πάλλης, ίνα απολογηθή επί της κατηγορίας δι' ήν διώκεται. [574,526,801,565]
asset-value: 12.783.394,55 [330,1259,409,1270]
